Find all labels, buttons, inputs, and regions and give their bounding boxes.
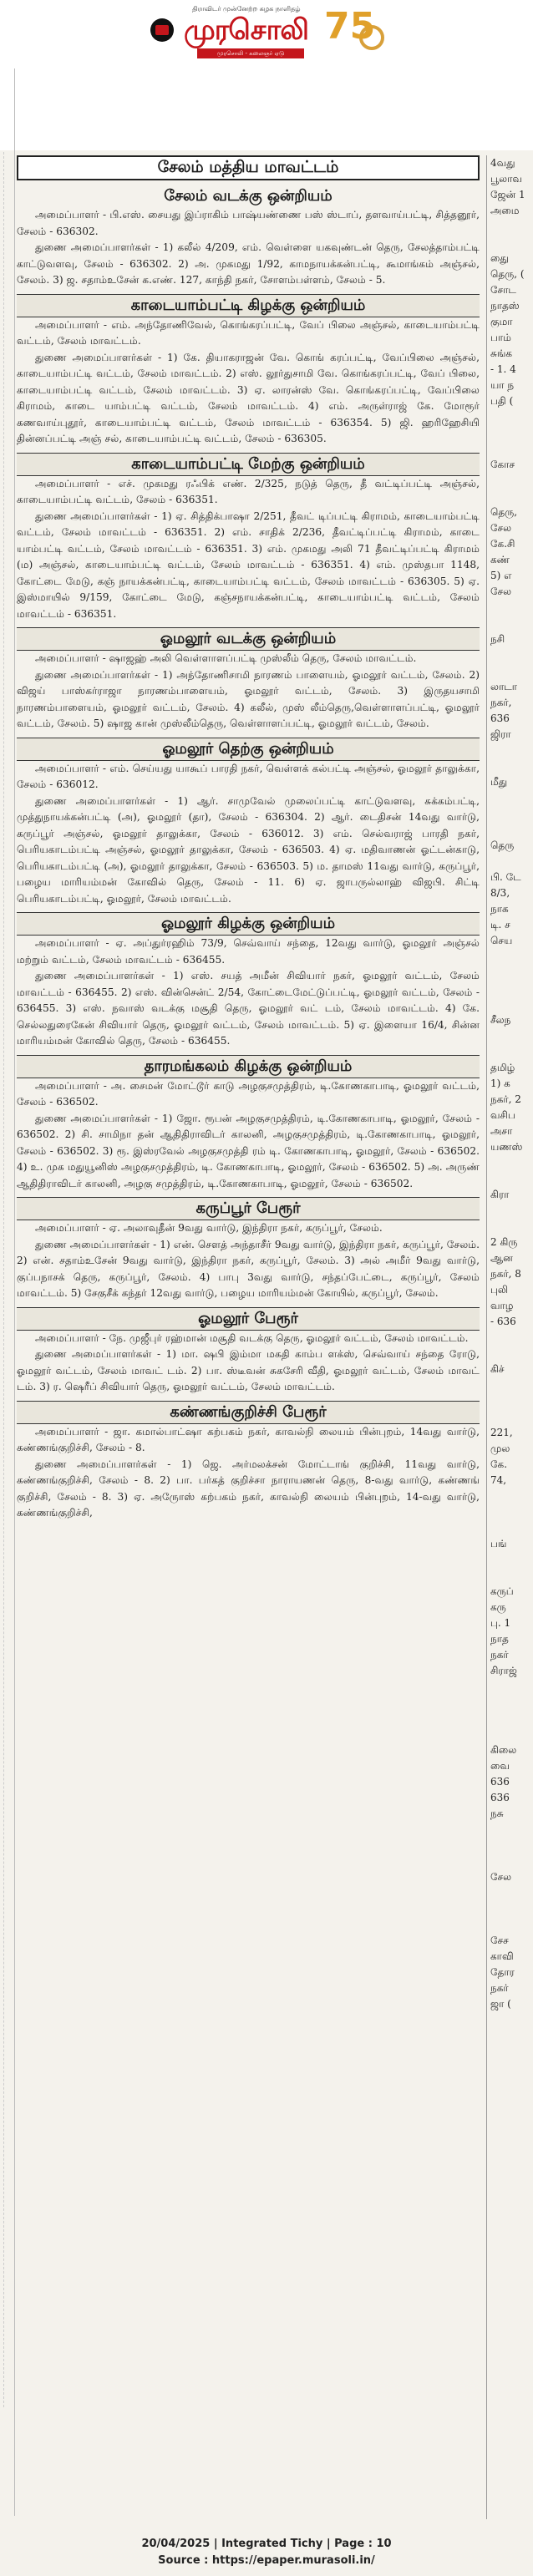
deputy-organisers-entry: துணை அமைப்பாளர்கள் - 1) அந்தோணிசாமி நாரணம் பாளையம், ஓமலூர் வட்டம், சேலம். 2) விஜய் பாஸ்கர்ராஜா நாரணம்பாளையம், ஓமலூர் வட்டம், சேலம். 3) இருதயசாமி நாரணம்பாளையம், ஓமலூர் வட்டம், சேலம். 4) கலீல், முஸ் லீம்தெரு,வெள்ளாளப்பட்டி, ஓமலூர் வட்டம், சேலம். 5) ஷாஜ கான் முஸ்லீம்தெரு, வெள்ளாளப்பட்டி, ஓமலூர் வட்டம், சேலம். (17, 668, 480, 729)
page-title: சேலம் மத்திய மாவட்டம் (17, 155, 480, 180)
adjacent-text-fragment: சேல (490, 586, 512, 597)
adjacent-text-fragment: - 1. 4 (490, 363, 516, 375)
adjacent-text-fragment: கே.சி (490, 538, 515, 550)
section (17, 738, 480, 908)
adjacent-text-fragment (487, 949, 533, 965)
section-heading: தாரமங்கலம் கிழக்கு ஒன்றியம் (17, 1055, 480, 1078)
adjacent-text-fragment (487, 1377, 533, 1393)
section (17, 1307, 480, 1396)
adjacent-text-fragment (487, 981, 533, 996)
organiser-entry: அமைப்பாளர் - ஜா. கமால்பாட்ஷா கற்பகம் நகர், காவல்நி லையம் பின்புறம், 14வது வார்டு, கண்ணங்குறிச்சி, சேலம் - 8. (17, 1425, 480, 1453)
page-footer (0, 2531, 533, 2576)
deputy-organisers-entry: துணை அமைப்பாளர்கள் - 1) ஜோ. ரூபன் அழகுசமுத்திரம், டி.கோணகாபாடி, ஓமலூர், சேலம் - 636502. 2) சி. சாமிநா தன் ஆதிதிராவிடர் காலனி, அழகுசமுத்திரம், டி.கோணகாபாடி, ஓமலூர், சேலம் - 636502. 3) ரூ. இஸ்ரவேல் அழகுசமுத்தி ரம் டி. கோணகாபாடி, ஓமலூர், சேலம் - 636502. 4) உ. முக மதுயூனிஸ் அழகுசமுத்திரம், டி. கோணகாபாடி, ஓமலூர், சேலம் - 636502. 5) அ. அருண் ஆதிதிராவிடர் காலனி, அழகு சமுத்திரம், டி.கோணகாபாடி, ஓமலூர், சேலம் - 636502. (17, 1112, 480, 1189)
section (17, 1197, 480, 1302)
organiser-entry: அமைப்பாளர் - எம். செய்யது யாகூப் பாரதி நகர், வெள்ளக் கல்பட்டி அஞ்சல், ஓமலூர் தாலுக்கா, சேலம் - 636012. (17, 762, 480, 790)
adjacent-text-fragment (487, 1853, 533, 1869)
adjacent-text-fragment (487, 1901, 533, 1917)
organiser-entry: அமைப்பாளர் - அ. சைமன் மோட்டூர் காடு அழகுசமுத்திரம், டி.கோணகாபாடி, ஓமலூர் வட்டம், சேலம் - 636502. (17, 1079, 480, 1108)
adjacent-text-fragment: 636 (490, 1776, 510, 1787)
adjacent-text-fragment: ஜிரா (490, 728, 511, 740)
sections-container (17, 185, 480, 1522)
adjacent-text-fragment: அமை (490, 205, 520, 216)
section (17, 912, 480, 1050)
adjacent-text-fragment: நசு (490, 1808, 504, 1819)
deputy-organisers-entry: துணை அமைப்பாளர்கள் - 1) ஜெ. அர்மலக்சன் மோட்டாங் குறிச்சி, 11வது வார்டு, கண்ணங்குறிச்சி, சேலம் - 8. 2) பா. பர்கத் குறிச்சா நாராயணன் தெரு, 8-வது வார்டு, கண்ணங் குறிச்சி, சேலம் - 8. 3) ஏ. அருோஸ் கற்பகம் நகர், காவல்நி லையம் பின்புறம், 14-வது வார்டு, கண்ணங்குறிச்சி, (17, 1458, 480, 1519)
adjacent-text-fragment: பு. 1 (490, 1617, 511, 1629)
adjacent-text-fragment: வசிப (490, 1109, 515, 1121)
section (17, 1055, 480, 1193)
adjacent-text-fragment: 5) எ (490, 570, 512, 581)
section (17, 185, 480, 289)
organiser-entry: அமைப்பாளர் - ஏ. அப்துர்ரஹிம் 73/9, செவ்வாய் சந்தை, 12வது வார்டு, ஓமலூர் அஞ்சல் மற்றும் வட்டம், சேலம் மாவட்டம் - 636455. (17, 937, 480, 966)
adjacent-text-fragment: 1) க (490, 1078, 510, 1089)
adjacent-text-fragment: யணஸ் (490, 1141, 523, 1153)
adjacent-text-fragment (487, 758, 533, 774)
adjacent-text-fragment: சீலந (490, 1014, 511, 1026)
deputy-organisers-entry: துணை அமைப்பாளர்கள் - 1) மா. ஷபி இம்மா மகதி காம்ப ளக்ஸ், செவ்வாய் சந்தை ரோடு, ஓமலூர் வட்டம், சேலம் மாவட் டம். 2) பா. ஸ்டீவன் சுகசேரி வீதி, ஓமலூர் வட்டம், சேலம் மாவட் டம். 3) ர. ஷெரீப் சிவியார் தெரு, ஓமலூர் வட்டம், சேலம் மாவட்டம். (17, 1348, 480, 1392)
adjacent-text-fragment: நகர் (490, 1982, 509, 1994)
adjacent-text-fragment: நகர், 2 (490, 1093, 521, 1105)
adjacent-text-fragment: ஆன (490, 1252, 513, 1264)
adjacent-text-fragment: கிலை (490, 1744, 517, 1756)
section-heading: ஓமலூர் வடக்கு ஒன்றியம் (17, 627, 480, 651)
adjacent-text-fragment (487, 965, 533, 981)
adjacent-text-fragment: செய (490, 935, 513, 946)
section-heading: ஓமலூர் தெற்கு ஒன்றியம் (17, 738, 480, 761)
deputy-organisers-entry: துணை அமைப்பாளர்கள் - 1) கலீல் 4/209, எம். வெள்ளை யகவுண்டன் தெரு, சேலத்தாம்பட்டி காட்டுவளவு, சேலம் - 636302. 2) அ. முகமது 1/92, காமநாயக்கன்பட்டி, கூமாங்கம் அஞ்சல், சேலம். 3) ஜ. சதாம்உசேன் க.எண். 127, காந்தி நகர், சோளம்பள்ளம், சேலம் - 5. (17, 241, 480, 286)
adjacent-text-fragment: 8/3, (490, 887, 510, 899)
adjacent-text-fragment (487, 647, 533, 663)
adjacent-text-fragment (487, 996, 533, 1012)
adjacent-text-fragment: பூலாவ (490, 173, 522, 185)
adjacent-text-fragment: கரு (490, 1601, 506, 1613)
adjacent-text-fragment: நாக (490, 903, 509, 915)
adjacent-text-fragment: சேல (490, 1871, 512, 1883)
adjacent-text-fragment: தமிழ் (490, 1062, 515, 1073)
adjacent-text-fragment (487, 600, 533, 616)
adjacent-text-fragment (487, 1727, 533, 1742)
adjacent-text-fragment: சிராஜ் (490, 1665, 517, 1676)
adjacent-text-fragment: தெரு (490, 839, 515, 851)
adjacent-text-fragment (487, 409, 533, 425)
adjacent-text-fragment: நகர் (490, 1649, 509, 1661)
organiser-entry: அமைப்பாளர் - பி.எஸ். சையது இப்ராகிம் பாஷ்யண்ணை பஸ் ஸ்டாப், தளவாய்பட்டி, சித்தனூர், சேலம் - 636302. (17, 209, 480, 237)
adjacent-text-fragment (487, 1711, 533, 1727)
adjacent-text-fragment: நசி (490, 633, 505, 645)
adjacent-text-fragment (487, 489, 533, 505)
adjacent-text-fragment (487, 1885, 533, 1901)
adjacent-text-fragment (487, 235, 533, 251)
adjacent-text-fragment: 636 (490, 712, 510, 724)
organiser-entry: அமைப்பாளர் - நே. முஜீபுர் ரஹ்மான் மசூதி வடக்கு தெரு, ஓமலூர் வட்டம், சேலம் மாவட்டம். (35, 1331, 469, 1344)
adjacent-text-fragment (487, 1822, 533, 1838)
adjacent-text-fragment: வாழ (490, 1300, 514, 1311)
adjacent-text-fragment (487, 219, 533, 235)
section-heading: ஓமலூர் கிழக்கு ஒன்றியம் (17, 912, 480, 936)
adjacent-text-fragment (487, 425, 533, 441)
newspaper-logo: முரசொலி (184, 13, 308, 47)
adjacent-text-fragment (487, 1504, 533, 1520)
masthead-tagline: திராவிடர் முன்னேற்ற கழக நாளிதழ் (192, 5, 301, 13)
organiser-entry: அமைப்பாளர் - எம். அந்தோணிவேல், கொங்கரப்பட்டி, வேப் பிலை அஞ்சல், காடையாம்பட்டி வட்டம், சேலம் மாவட்டம். (17, 318, 480, 347)
adjacent-text-fragment: கிரா (490, 1189, 510, 1200)
adjacent-text-fragment: வை (490, 1760, 510, 1772)
logo-subtitle: முரசொலி - கலைஞர் ஏடு (197, 48, 304, 58)
adjacent-text-fragment (487, 1219, 533, 1235)
adjacent-text-fragment: 4வது (490, 157, 515, 169)
adjacent-text-fragment (487, 473, 533, 489)
adjacent-text-fragment: சேல (490, 522, 512, 534)
adjacent-text-fragment (487, 1346, 533, 1362)
adjacent-text-fragment: கருப் (490, 1585, 514, 1597)
adjacent-text-fragment (487, 854, 533, 870)
section (17, 453, 480, 623)
adjacent-text-fragment: பதி ( (490, 395, 514, 407)
adjacent-text-fragment: லாடா (490, 681, 518, 692)
adjacent-text-fragment: முல (490, 1443, 510, 1454)
section-heading: கருப்பூர் பேரூர் (17, 1197, 480, 1220)
section-heading: காடையாம்பட்டி மேற்கு ஒன்றியம் (17, 453, 480, 476)
adjacent-text-fragment (487, 1488, 533, 1504)
adjacent-text-fragment: சோட (490, 284, 516, 296)
masthead (0, 0, 533, 150)
adjacent-text-fragment: பி. டே (490, 871, 521, 883)
adjacent-text-fragment: 636 (490, 1792, 510, 1803)
adjacent-text-fragment: புலி (490, 1284, 509, 1296)
organiser-entry: அமைப்பாளர் - ஷாஜஹ் அலி வெள்ளாளப்பட்டி முஸ்லீம் தெரு, சேலம் மாவட்டம். (35, 652, 417, 664)
adjacent-text-fragment: பங் (490, 1538, 507, 1549)
adjacent-text-fragment (487, 1409, 533, 1425)
deputy-organisers-entry: துணை அமைப்பாளர்கள் - 1) கே. தியாகராஜன் வே. கொங் கரப்பட்டி, வேப்பிலை அஞ்சல், காடையாம்பட்டி வட்டம், சேலம் மாவட்டம். 2) எஸ். லூர்துசாமி வே. கொங்கரப்பட்டி, வேப் பிலை, காடையாம்பட்டி வட்டம், சேலம் மாவட்டம். 3) ஏ. லாரன்ஸ் வே. கொங்கரப்பட்டி, வேப்பிலை கிராமம், காடை யாம்பட்டி வட்டம், சேலம் மாவட்டம். 4) எம். அருள்ராஜ் கே. மோரூர் கணவாய்புதூர், காடையாம்பட்டி வட்டம், சேலம் மாவட்டம் - 636354. 5) ஜி. ஹரிஹேசியி தின்னப்பட்டி அஞ் சல், காடையாம்பட்டி வட்டம், சேலம் - 636305. (17, 351, 480, 444)
adjacent-text-fragment: அசா (490, 1125, 513, 1137)
adjacent-text-fragment (487, 1520, 533, 1536)
adjacent-text-fragment: ஜா ( (490, 1998, 511, 2010)
anniversary-badge: 75 (324, 5, 376, 48)
adjacent-text-fragment: தெரு, ( (490, 268, 525, 280)
adjacent-text-fragment (487, 616, 533, 631)
adjacent-text-fragment (487, 1330, 533, 1346)
left-gutter (0, 68, 15, 2516)
adjacent-text-fragment: தோர (490, 1966, 515, 1978)
footer-edition-info: 20/04/2025 | Integrated Tichy | Page : 10 (141, 2538, 392, 2550)
adjacent-text-fragment (487, 1568, 533, 1584)
adjacent-text-fragment: நாத (490, 1633, 509, 1645)
section-heading: கண்ணங்குறிச்சி பேரூர் (17, 1401, 480, 1424)
adjacent-text-fragment (487, 806, 533, 822)
adjacent-text-fragment (487, 1171, 533, 1187)
adjacent-text-fragment: நாதஸ் (490, 300, 520, 312)
adjacent-text-fragment: டி. ச (490, 919, 510, 931)
adjacent-column-fragment (486, 155, 533, 2519)
adjacent-text-fragment (487, 1838, 533, 1853)
adjacent-text-fragment: பாம் (490, 332, 511, 343)
adjacent-text-fragment (487, 790, 533, 806)
adjacent-text-fragment (487, 1203, 533, 1219)
adjacent-text-fragment (487, 1028, 533, 1044)
adjacent-text-fragment: கிச் (490, 1363, 505, 1375)
section-heading: காடையாம்பட்டி கிழக்கு ஒன்றியம் (17, 294, 480, 317)
organiser-entry: அமைப்பாளர் - ஏ. அலாவுதீன் 9வது வார்டு, இந்திரா நகர், கருப்பூர், சேலம். (35, 1222, 383, 1234)
adjacent-text-fragment (487, 743, 533, 758)
party-emblem-icon (150, 18, 174, 42)
adjacent-text-fragment (487, 1552, 533, 1568)
adjacent-text-fragment: - 636 (490, 1316, 516, 1327)
section-heading: ஓமலூர் பேரூர் (17, 1307, 480, 1331)
adjacent-text-fragment: துை (490, 252, 509, 264)
footer-source[interactable]: Source : https://epaper.murasoli.in/ (158, 2554, 375, 2567)
adjacent-text-fragment (487, 1044, 533, 1060)
adjacent-text-fragment: 221, (490, 1427, 513, 1438)
adjacent-text-fragment: 2 கிரு (490, 1236, 518, 1248)
deputy-organisers-entry: துணை அமைப்பாளர்கள் - 1) ஏ. சித்திக்பாஷா 2/251, தீவட் டிப்பட்டி கிராமம், காடையாம்பட்டி வட்டம், சேலம் மாவட்டம் - 636351. 2) எம். சாதிக் 2/236, தீவட்டிப்பட்டி கிராமம், காடை யாம்பட்டி வட்டம், சேலம் மாவட்டம் - 636351. 3) எம். முகமது அலி 71 தீவட்டிப்பட்டி கிராமம் (ம) அஞ்சல், காடையாம்பட்டி வட்டம், சேலம் மாவட்டம் - 636351. 4) எம். முஸ்தபா 1148, கோட்டை மேடு, கஞ் நாயக்கன்பட்டி, காடையாம்பட்டி வட்டம், சேலம் மாவட்டம் - 636305. 5) ஏ. இஸ்மாயில் 9/159, கோட்டை மேடு, கஞ்சநாயக்கன்பட்டி, காடையாம்பட்டி வட்டம், சேலம் மாவட்டம் - 636351. (17, 510, 480, 620)
section (17, 1401, 480, 1522)
adjacent-text-fragment (487, 1695, 533, 1711)
adjacent-text-fragment (487, 663, 533, 679)
adjacent-text-fragment: குமா (490, 316, 513, 327)
adjacent-text-fragment: கண் (490, 554, 510, 565)
adjacent-text-fragment: 74, (490, 1474, 507, 1486)
adjacent-text-fragment (487, 822, 533, 838)
adjacent-text-fragment: கோச (490, 459, 515, 470)
adjacent-text-fragment: சேச (490, 1935, 509, 1946)
adjacent-text-fragment: நகர், (490, 697, 512, 708)
adjacent-text-fragment (487, 441, 533, 457)
deputy-organisers-entry: துணை அமைப்பாளர்கள் - 1) ஆர். சாமுவேல் முலைப்பட்டி காட்டுவளவு, சுக்கம்பட்டி, முத்துநாயக்கன்பட்டி (அ), ஓமலூர் (தா), சேலம் - 636304. 2) ஆர். டைதிசன் 14வது வார்டு, கருப்பூர் அஞ்சல், ஓமலூர் தாலுக்கா, சேலம் - 636012. 3) எம். செல்வராஜ் பாரதி நகர், பெரியகாடம்பட்டி அஞ்சல், ஓமலூர் தாலுக்கா, சேலம் - 636503. 4) ஏ. மதிவாணன் ஓட்டன்காடு, பெரியகாடம்பட்டி (அ), ஓமலூர் தாலுக்கா, சேலம் - 636503. 5) ம. தாமஸ் 11வது வார்டு, கருப்பூர், பழைய மாரியம்மன் கோவில் தெரு, சேலம் - 11. 6) ஏ. ஜாபருல்லாஹ் விஜபி. சிட்டி பெரியகாடம்பட்டி, ஓமலூர், சேலம் மாவட்டம். (17, 794, 480, 905)
main-column (17, 155, 480, 1522)
adjacent-text-fragment (487, 1155, 533, 1171)
adjacent-text-fragment: காவி (490, 1950, 514, 1962)
adjacent-text-fragment: தெரு, (490, 506, 518, 518)
section (17, 627, 480, 733)
adjacent-text-fragment: கே. (490, 1458, 508, 1470)
section (17, 294, 480, 448)
section-heading: சேலம் வடக்கு ஒன்றியம் (164, 187, 332, 205)
adjacent-text-fragment: யா ந (490, 379, 515, 391)
deputy-organisers-entry: துணை அமைப்பாளர்கள் - 1) எஸ். சயத் அமீன் சிவியார் நகர், ஓமலூர் வட்டம், சேலம் மாவட்டம் - 636455. 2) எஸ். வின்சென்ட் 2/54, கோட்டைமேட்டுப்பட்டி, ஓமலூர் வட்டம், சேலம் - 636455. 3) எஸ். நவாஸ் வடக்கு மசூதி தெரு, ஓமலூர் வட் டம், சேலம் மாவட்டம். 4) கே. செல்லதுரைகேன் சிவியார் தெரு, ஓமலூர் வட்டம், சேலம் மாவட்டம். 5) ஏ. இளையா 16/4, சின்ன மாரியம்மன் கோவில் தெரு, சேலம் - 636455. (17, 970, 480, 1047)
adjacent-text-fragment: ஜேன் 1 (490, 189, 525, 200)
adjacent-text-fragment (487, 1393, 533, 1409)
deputy-organisers-entry: துணை அமைப்பாளர்கள் - 1) என். சௌத் அந்தாசீர் 9வது வார்டு, இந்திரா நகர், கருப்பூர், சேலம். 2) என். சதாம்உசேன் 9வது வார்டு, இந்திரா நகர், கருப்பூர், சேலம். 3) அல் அமீர் 9வது வார்டு, குப்பநாசக் தெரு, கருப்பூர், சேலம். 4) பாபு 3வது வார்டு, சந்தப்பேட்டை, கருப்பூர், சேலம் மாவட்டம். 5) சேகுசீக் கந்தர் 12வது வார்டு, பழைய மாரியம்மன் கோயில், கருப்பூர், சேலம். (17, 1238, 480, 1299)
adjacent-text-fragment: நகர், 8 (490, 1268, 521, 1280)
adjacent-text-fragment: சுங்க (490, 347, 513, 359)
adjacent-text-fragment: மீது (490, 776, 508, 788)
organiser-entry: அமைப்பாளர் - எச். முகமது ரஃபிக் எண். 2/325, நடுத் தெரு, தீ வட்டிப்பட்டி அஞ்சல், காடையாம்பட்டி வட்டம், சேலம் - 636351. (17, 477, 480, 505)
adjacent-text-fragment (487, 1679, 533, 1695)
adjacent-text-fragment (487, 1917, 533, 1933)
